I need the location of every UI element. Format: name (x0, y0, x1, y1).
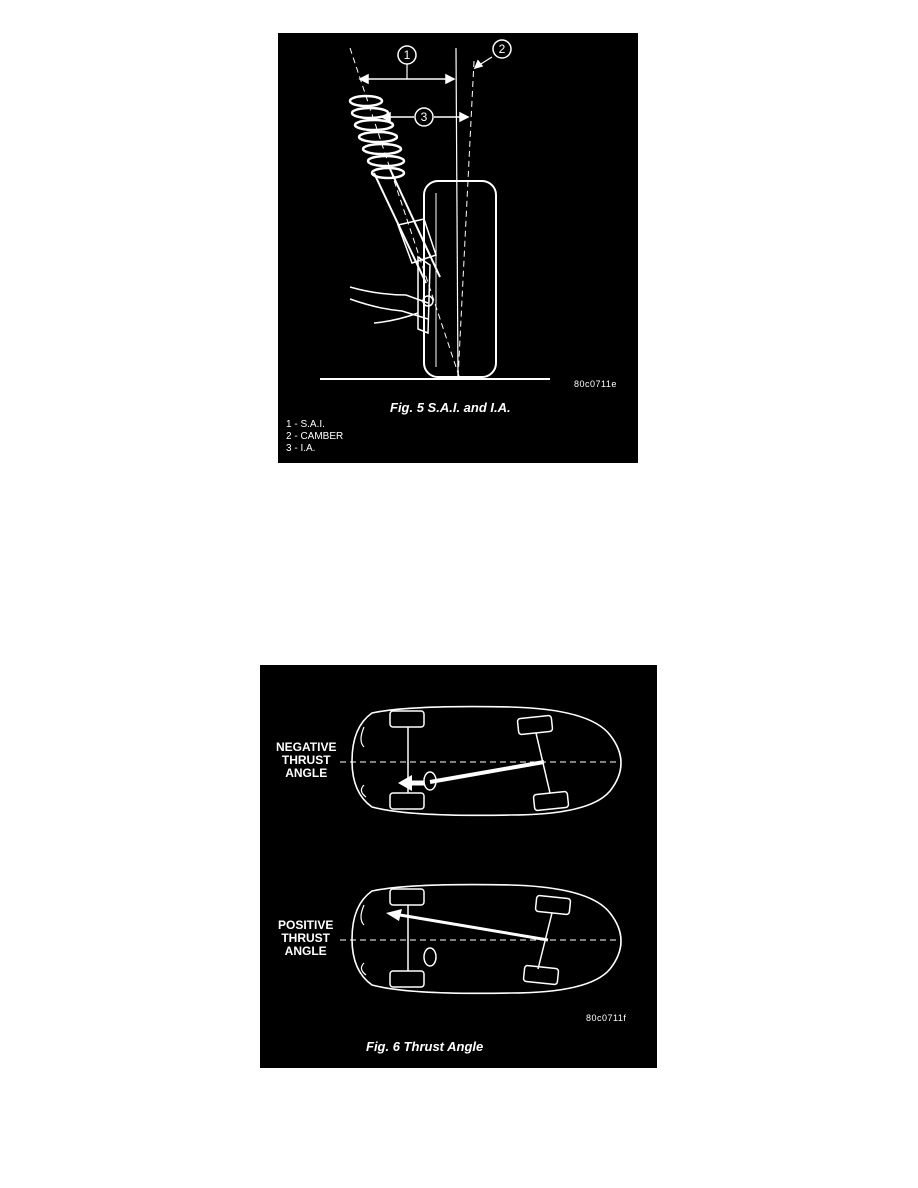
positive-thrust-angle-label: POSITIVE THRUST ANGLE (278, 918, 334, 958)
legend-item-2: 2 - CAMBER (286, 431, 344, 442)
coil-spring (350, 96, 404, 178)
legend-item-1: 1 - S.A.I. (286, 419, 325, 430)
figure-5-sai-ia (278, 33, 638, 463)
sai-line (350, 48, 460, 379)
figure-caption: Fig. 5 S.A.I. and I.A. (390, 400, 511, 415)
strut-wheel-diagram (278, 33, 638, 463)
tire (424, 181, 496, 377)
callout-3-number: 3 (420, 110, 428, 124)
thrust-angle-diagram (260, 665, 657, 1068)
legend (286, 419, 343, 455)
car-negative (340, 707, 621, 816)
lower-control-arm (350, 287, 428, 323)
vertical-reference-line (456, 48, 458, 379)
camber-line (458, 61, 474, 379)
figure-code: 80c0711e (574, 379, 617, 389)
negative-thrust-angle-label: NEGATIVE THRUST ANGLE (276, 740, 337, 780)
figure-caption: Fig. 6 Thrust Angle (366, 1039, 484, 1054)
figure-6-thrust-angle (260, 665, 657, 1068)
car-positive (340, 885, 621, 994)
legend-item-3: 3 - I.A. (286, 443, 316, 454)
callout-1-number: 1 (403, 48, 411, 62)
callout-2-number: 2 (498, 42, 506, 56)
figure-code: 80c0711f (586, 1013, 627, 1023)
